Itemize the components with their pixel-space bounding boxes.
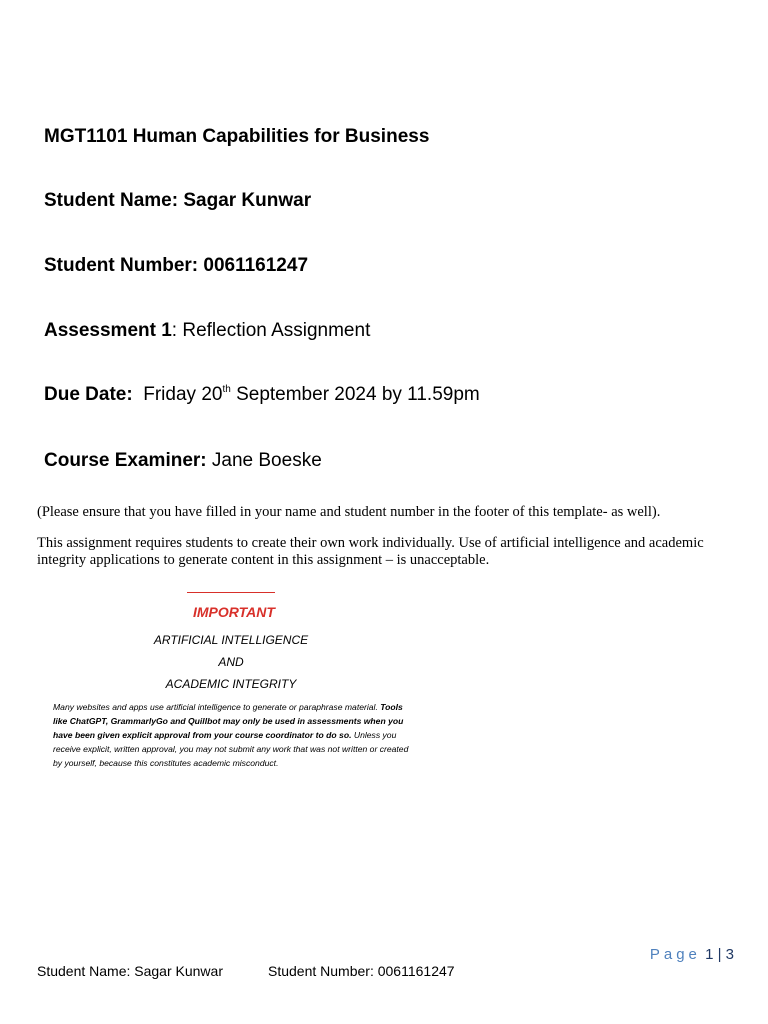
assessment-heading [44,320,370,342]
footer-student-number: Student Number: 0061161247 [268,963,455,979]
page-word: Page [649,946,701,963]
due-date-sup: th [222,384,231,395]
important-body [53,700,415,770]
page-indicator [650,946,734,963]
page-current: 1 [705,946,714,963]
important-divider [187,592,275,593]
footer-note: (Please ensure that you have filled in your name and student number in the footer of this template- as well). [37,504,661,520]
important-line-3: ACADEMIC INTEGRITY [165,677,297,691]
important-line-2: AND [218,655,244,669]
ai-policy-paragraph: This assignment requires students to create their own work individually. Use of artificial intelligence and academic integrity applications to generate content in this assignment – is unacceptable. [37,535,704,568]
due-date-value-pre: Friday 20 [143,384,223,405]
examiner-value: Jane Boeske [206,450,322,471]
page-separator: | [717,946,722,963]
important-line-1: ARTIFICIAL INTELLIGENCE [153,633,309,647]
important-body-part2: Unless you receive explicit, written approval, you may not submit any work that was not written or created by yourself, because this constitutes academic misconduct. [53,730,409,768]
course-title: MGT1101 Human Capabilities for Business [44,126,430,147]
examiner-label: Course Examiner: [44,450,207,471]
page-total: 3 [725,946,734,963]
assessment-label: Assessment 1 [44,320,172,341]
important-title: IMPORTANT [193,604,275,620]
due-date-label: Due Date: [44,384,133,405]
important-body-part1: Many websites and apps use artificial intelligence to generate or paraphrase material. [53,702,381,712]
due-date-heading [44,384,480,406]
examiner-heading [44,450,322,472]
important-body-bold: Tools like ChatGPT, GrammarlyGo and Quillbot may only be used in assessments when you have been given explicit approval from your course coordinator to do so. [53,702,404,740]
student-name-heading: Student Name: Sagar Kunwar [44,190,312,211]
footer-student-name: Student Name: Sagar Kunwar [37,963,223,979]
assessment-value: : Reflection Assignment [171,320,371,341]
due-date-value-post: September 2024 by 11.59pm [230,384,480,405]
student-number-heading: Student Number: 0061161247 [44,255,309,276]
